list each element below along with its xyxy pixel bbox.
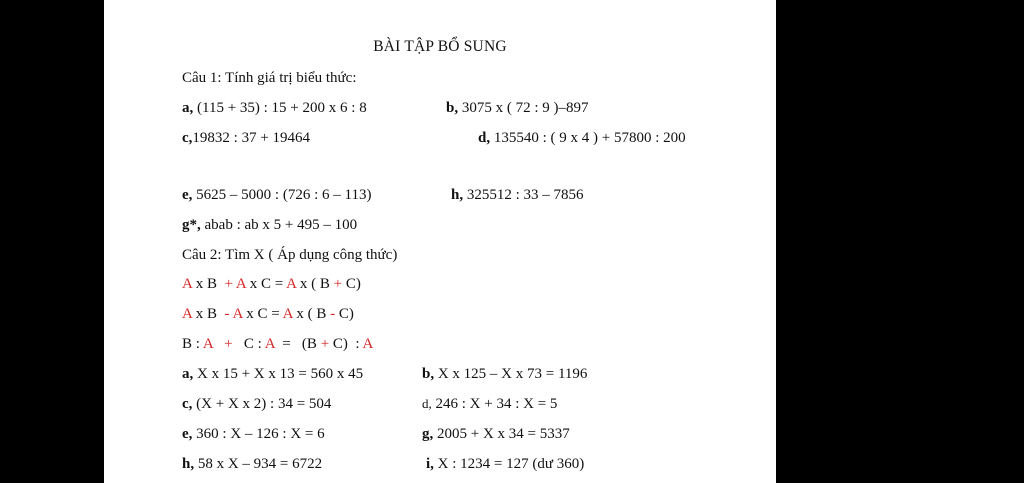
cau1-item-a: a, (115 + 35) : 15 + 200 x 6 : 8 — [182, 100, 367, 116]
cau1-item-e: e, 5625 – 5000 : (726 : 6 – 113) — [182, 187, 372, 203]
cau2-item-h: h, 58 x X – 934 = 6722 — [182, 456, 323, 472]
page-title: BÀI TẬP BỔ SUNG — [373, 38, 507, 55]
cau2-item-a: a, X x 15 + X x 13 = 560 x 45 — [182, 366, 364, 382]
cau1-item-b: b, 3075 x ( 72 : 9 )–897 — [446, 100, 589, 116]
cau2-item-c: c, (X + X x 2) : 34 = 504 — [182, 396, 332, 412]
cau2-item-d: d, 246 : X + 34 : X = 5 — [422, 396, 558, 412]
cau2-heading: Câu 2: Tìm X ( Áp dụng công thức) — [182, 247, 398, 263]
cau2-item-b: b, X x 125 – X x 73 = 1196 — [422, 366, 588, 382]
cau1-item-h: h, 325512 : 33 – 7856 — [451, 187, 584, 203]
cau1-item-c: c,19832 : 37 + 19464 — [182, 130, 311, 146]
formula-distributive-subtract: A x B - A x C = A x ( B - C) — [182, 306, 354, 322]
cau2-item-g: g, 2005 + X x 34 = 5337 — [422, 426, 570, 442]
document-page — [104, 0, 776, 483]
cau2-item-i: i, X : 1234 = 127 (dư 360) — [426, 456, 585, 472]
cau1-item-g: g*, abab : ab x 5 + 495 – 100 — [182, 217, 358, 233]
formula-division: B : A + C : A = (B + C) : A — [182, 336, 374, 352]
cau2-item-e: e, 360 : X – 126 : X = 6 — [182, 426, 325, 442]
cau1-heading: Câu 1: Tính giá trị biểu thức: — [182, 70, 357, 86]
cau1-item-d: d, 135540 : ( 9 x 4 ) + 57800 : 200 — [478, 130, 686, 146]
formula-distributive-add: A x B + A x C = A x ( B + C) — [182, 276, 361, 292]
